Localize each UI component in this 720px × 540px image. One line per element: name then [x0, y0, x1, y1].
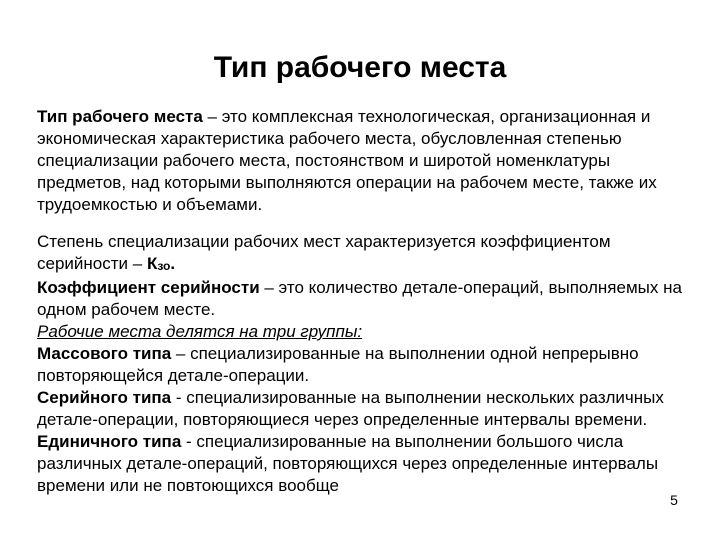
group-mass-term: Массового типа: [37, 344, 172, 363]
group-single-text: - специализированные на выполнении большого числа различных детале-операций, повторяющихся через определенные интервалы времени или не повтоющихся вообще: [37, 432, 659, 495]
coefficient-paragraph: [37, 231, 687, 321]
coefficient-symbol-subscript: зо: [157, 259, 171, 273]
page-number: 5: [670, 492, 678, 508]
definition-text: – это комплексная технологическая, организационная и экономическая характеристика рабочего места, обусловленная степенью специализации рабочего места, постоянством и широтой номенклатуры предметов, над которыми выполняются операции на рабочем месте, также их трудоемкостью и объемами.: [37, 107, 657, 214]
groups-paragraph: [37, 321, 687, 497]
coefficient-term: Коэффициент серийности: [37, 278, 260, 297]
coefficient-intro: Степень специализации рабочих мест характеризуется коэффициентом серийности –: [37, 232, 611, 273]
group-single-term: Единичного типа: [37, 432, 182, 451]
group-mass-text: – специализированные на выполнении одной непрерывно повторяющейся детале-операции.: [37, 344, 639, 385]
coefficient-text: – это количество детале-операций, выполняемых на одном рабочем месте.: [37, 278, 682, 319]
group-serial-text: - специализированные на выполнении нескольких различных детале-операции, повторяющиеся через определенные интервалы времени.: [37, 388, 664, 429]
slide-title: Тип рабочего места: [213, 51, 507, 84]
group-serial-term: Серийного типа: [37, 388, 172, 407]
definition-term: Тип рабочего места: [37, 107, 203, 126]
groups-heading: Рабочие места делятся на три группы:: [37, 322, 363, 341]
coefficient-symbol-end: .: [170, 254, 176, 273]
definition-paragraph: [37, 106, 687, 216]
coefficient-symbol: К: [146, 254, 158, 273]
